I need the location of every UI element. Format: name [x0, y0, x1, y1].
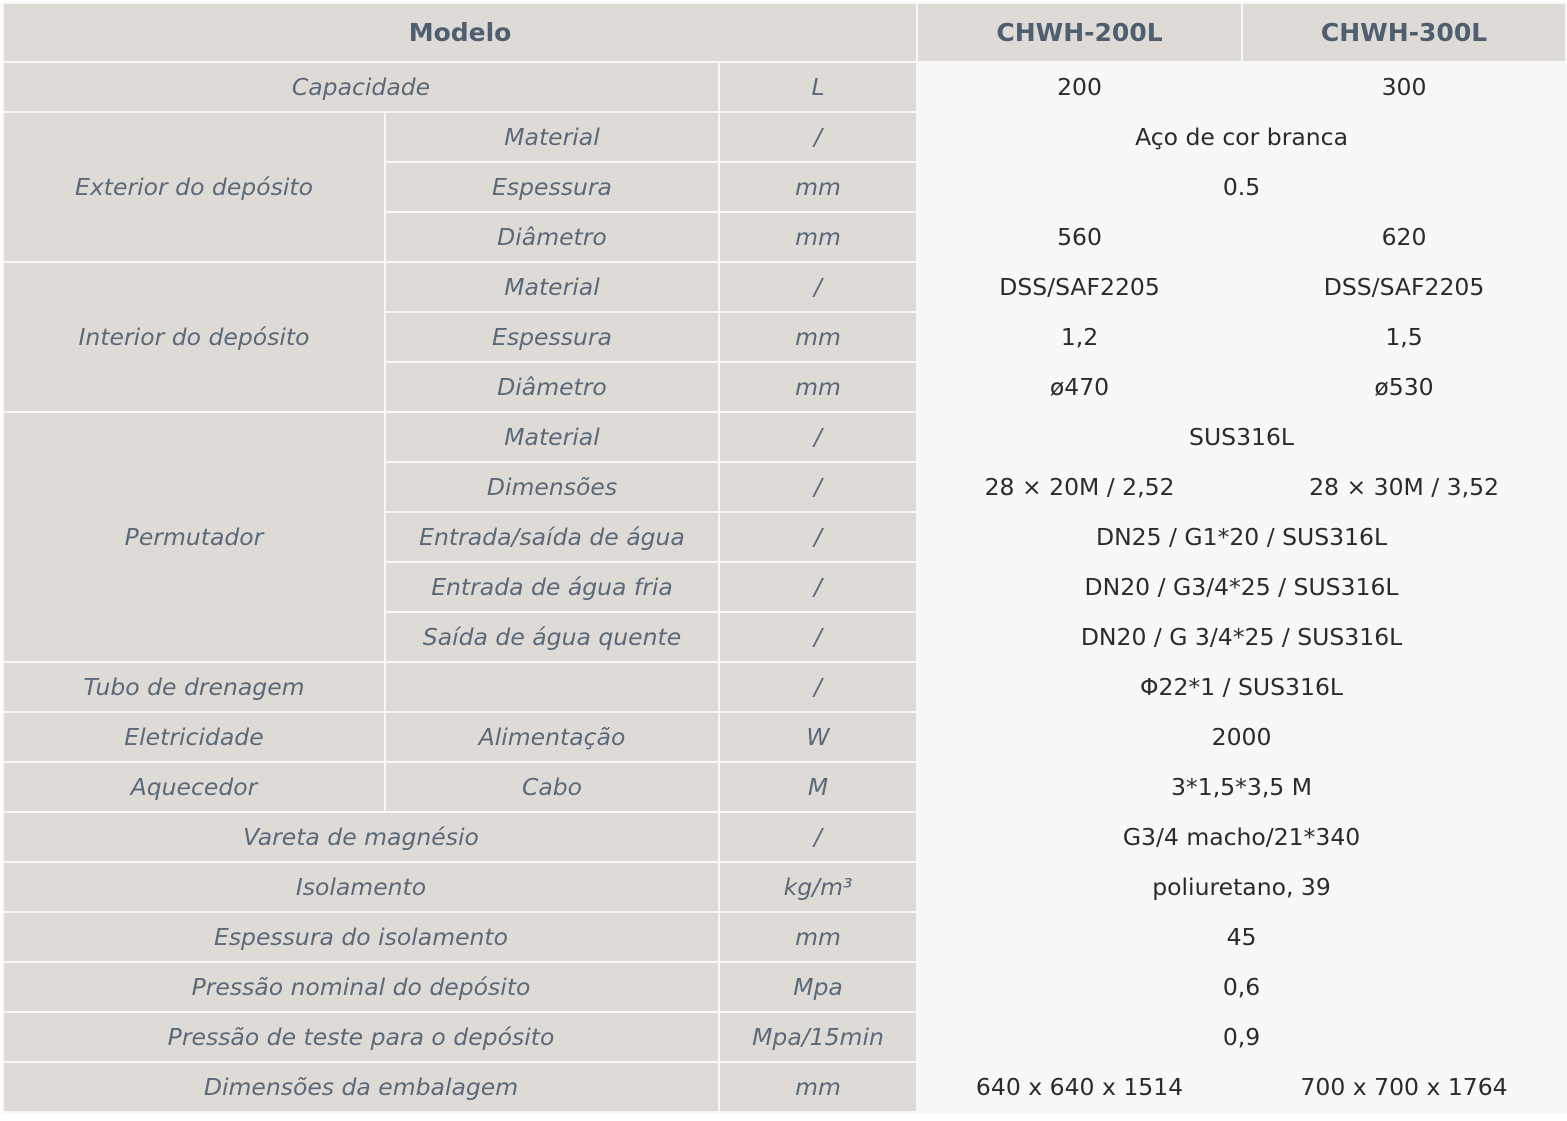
exterior-espessura-value: 0.5 — [917, 162, 1566, 212]
permutador-dimensoes-value-a: 28 × 20M / 2,52 — [917, 462, 1242, 512]
tubo-drenagem-empty-cell — [385, 662, 719, 712]
pressao-nominal-row — [3, 962, 1566, 1012]
tubo-drenagem-value: Φ22*1 / SUS316L — [917, 662, 1566, 712]
exterior-material-value: Aço de cor branca — [917, 112, 1566, 162]
permutador-entrada-fria-value: DN20 / G3/4*25 / SUS316L — [917, 562, 1566, 612]
vareta-row — [3, 812, 1566, 862]
embalagem-label: Dimensões da embalagem — [3, 1062, 719, 1112]
exterior-material-label: Material — [385, 112, 719, 162]
espessura-isolamento-value: 45 — [917, 912, 1566, 962]
embalagem-unit: mm — [719, 1062, 917, 1112]
interior-espessura-unit: mm — [719, 312, 917, 362]
modelo-header: Modelo — [3, 3, 917, 62]
vareta-value: G3/4 macho/21*340 — [917, 812, 1566, 862]
isolamento-unit: kg/m³ — [719, 862, 917, 912]
interior-espessura-value-b: 1,5 — [1242, 312, 1566, 362]
permutador-entrada-saida-label: Entrada/saída de água — [385, 512, 719, 562]
permutador-dimensoes-label: Dimensões — [385, 462, 719, 512]
pressao-nominal-label: Pressão nominal do depósito — [3, 962, 719, 1012]
permutador-material-label: Material — [385, 412, 719, 462]
interior-diametro-label: Diâmetro — [385, 362, 719, 412]
eletricidade-value: 2000 — [917, 712, 1566, 762]
exterior-espessura-unit: mm — [719, 162, 917, 212]
permutador-saida-quente-value: DN20 / G 3/4*25 / SUS316L — [917, 612, 1566, 662]
espessura-isolamento-unit: mm — [719, 912, 917, 962]
exterior-group-label: Exterior do depósito — [3, 112, 385, 262]
interior-diametro-value-a: ø470 — [917, 362, 1242, 412]
isolamento-value: poliuretano, 39 — [917, 862, 1566, 912]
exterior-diametro-value-b: 620 — [1242, 212, 1566, 262]
permutador-dimensoes-unit: / — [719, 462, 917, 512]
espessura-isolamento-row — [3, 912, 1566, 962]
exterior-diametro-unit: mm — [719, 212, 917, 262]
aquecedor-value: 3*1,5*3,5 M — [917, 762, 1566, 812]
tubo-drenagem-unit: / — [719, 662, 917, 712]
embalagem-row — [3, 1062, 1566, 1112]
pressao-teste-value: 0,9 — [917, 1012, 1566, 1062]
aquecedor-sub-label: Cabo — [385, 762, 719, 812]
exterior-material-unit: / — [719, 112, 917, 162]
capacidade-row — [3, 62, 1566, 112]
permutador-dimensoes-value-b: 28 × 30M / 3,52 — [1242, 462, 1566, 512]
interior-material-value-a: DSS/SAF2205 — [917, 262, 1242, 312]
embalagem-value-b: 700 x 700 x 1764 — [1242, 1062, 1566, 1112]
interior-material-row — [3, 262, 1566, 312]
aquecedor-unit: M — [719, 762, 917, 812]
interior-diametro-unit: mm — [719, 362, 917, 412]
capacidade-value-b: 300 — [1242, 62, 1566, 112]
interior-group-label: Interior do depósito — [3, 262, 385, 412]
permutador-entrada-fria-label: Entrada de água fria — [385, 562, 719, 612]
eletricidade-sub-label: Alimentação — [385, 712, 719, 762]
pressao-teste-unit: Mpa/15min — [719, 1012, 917, 1062]
vareta-label: Vareta de magnésio — [3, 812, 719, 862]
permutador-saida-quente-label: Saída de água quente — [385, 612, 719, 662]
tubo-drenagem-row — [3, 662, 1566, 712]
permutador-material-value: SUS316L — [917, 412, 1566, 462]
header-row — [3, 3, 1566, 62]
interior-material-unit: / — [719, 262, 917, 312]
isolamento-row — [3, 862, 1566, 912]
permutador-entrada-fria-unit: / — [719, 562, 917, 612]
exterior-espessura-label: Espessura — [385, 162, 719, 212]
aquecedor-label: Aquecedor — [3, 762, 385, 812]
spec-table — [2, 2, 1567, 1113]
capacidade-label: Capacidade — [3, 62, 719, 112]
tubo-drenagem-label: Tubo de drenagem — [3, 662, 385, 712]
exterior-diametro-value-a: 560 — [917, 212, 1242, 262]
permutador-entrada-saida-value: DN25 / G1*20 / SUS316L — [917, 512, 1566, 562]
interior-material-label: Material — [385, 262, 719, 312]
model-b-header: CHWH-300L — [1242, 3, 1566, 62]
eletricidade-label: Eletricidade — [3, 712, 385, 762]
interior-diametro-value-b: ø530 — [1242, 362, 1566, 412]
pressao-nominal-unit: Mpa — [719, 962, 917, 1012]
pressao-teste-row — [3, 1012, 1566, 1062]
eletricidade-row — [3, 712, 1566, 762]
isolamento-label: Isolamento — [3, 862, 719, 912]
exterior-material-row — [3, 112, 1566, 162]
permutador-material-row — [3, 412, 1566, 462]
eletricidade-unit: W — [719, 712, 917, 762]
permutador-material-unit: / — [719, 412, 917, 462]
pressao-nominal-value: 0,6 — [917, 962, 1566, 1012]
aquecedor-row — [3, 762, 1566, 812]
permutador-group-label: Permutador — [3, 412, 385, 662]
capacidade-unit: L — [719, 62, 917, 112]
interior-material-value-b: DSS/SAF2205 — [1242, 262, 1566, 312]
embalagem-value-a: 640 x 640 x 1514 — [917, 1062, 1242, 1112]
permutador-entrada-saida-unit: / — [719, 512, 917, 562]
vareta-unit: / — [719, 812, 917, 862]
permutador-saida-quente-unit: / — [719, 612, 917, 662]
espessura-isolamento-label: Espessura do isolamento — [3, 912, 719, 962]
capacidade-value-a: 200 — [917, 62, 1242, 112]
exterior-diametro-label: Diâmetro — [385, 212, 719, 262]
interior-espessura-label: Espessura — [385, 312, 719, 362]
pressao-teste-label: Pressão de teste para o depósito — [3, 1012, 719, 1062]
model-a-header: CHWH-200L — [917, 3, 1242, 62]
interior-espessura-value-a: 1,2 — [917, 312, 1242, 362]
